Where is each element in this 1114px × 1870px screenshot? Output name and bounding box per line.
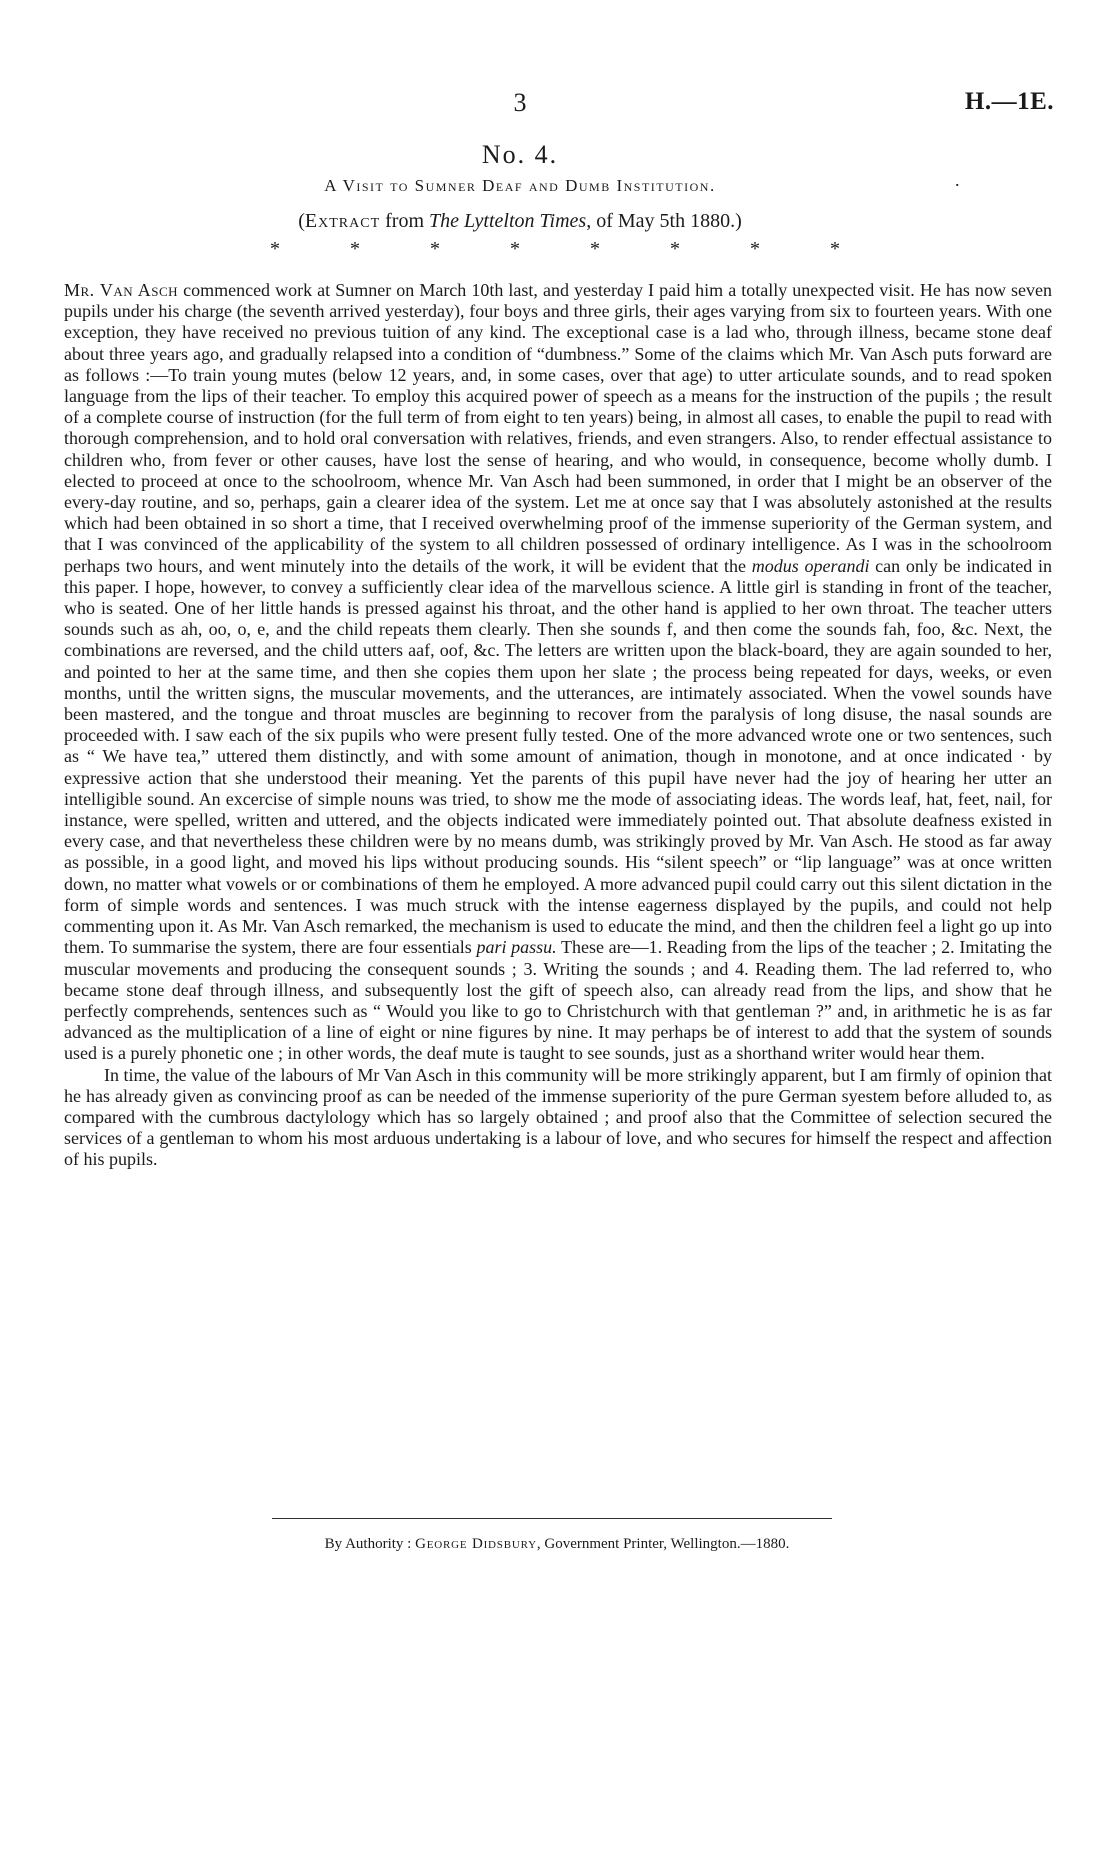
- extract-source-line: [0, 210, 1040, 233]
- paragraph-text: These are—1. Reading from the lips of the teacher ; 2. Imitating the muscular movements and producing the consequent sounds ; 3. Writing the sounds ; and 4. Reading them. The lad referred to, who became stone deaf through illness, and subsequently lost the gift of speech also, can already read from the lips, and show that he perfectly comprehends, sentences such as “ Would you like to go to Christchurch with that gentleman ?” and, in arithmetic he is as far advanced as the multiplication of a line of eight or nine figures by nine. It may perhaps be of interest to add that the system of sounds used is a purely phonetic one ; in other words, the deaf mute is taught to see sounds, just as a shorthand writer would hear them.: [64, 937, 1053, 1064]
- paragraph-text: commenced work at Sumner on March 10th last, and yesterday I paid him a totally unexpected visit. He has now seven pupils under his charge (the seventh arrived yesterday), four boys and three girls, their ages varying from six to fourteen years. With one exception, they have received no previous tuition of any kind. The exceptional case is a lad who, through illness, became stone deaf about three years ago, and gradually relapsed into a condition of “dumbness.” Some of the claims which Mr. Van Asch puts forward are as follows :—To train young mutes (below 12 years, and, in some cases, over that age) to utter articulate sounds, and to read spoken language from the lips of their teacher. To employ this acquired power of speech as a means for the instruction of the pupils ; the result of a complete course of instruction (for the full term of from eight to ten years) being, in almost all cases, to enable the pupil to read with thorough comprehension, and to hold oral conversation with relatives, friends, and even strangers. Also, to render effectual assistance to children who, from fever or other causes, have lost the sense of hearing, and who would, in consequence, become wholly dumb. I elected to proceed at once to the schoolroom, whence Mr. Van Asch had been summoned, in order that I might be an observer of the every-day routine, and so, perhaps, gain a clearer idea of the system. Let me at once say that I was absolutely astonished at the results which had been obtained in so short a time, that I received overwhelming proof of the immense superiority of the German system, and that I was convinced of the applicability of the system to all children possessed of ordinary intelligence. As I was in the schoolroom perhaps two hours, and went minutely into the details of the work, it will be evident that the: [64, 280, 1052, 576]
- stray-mark: .: [955, 170, 960, 190]
- asterisk: *: [750, 238, 760, 260]
- footer-divider: [272, 1518, 832, 1519]
- italic-phrase-pari-passu: pari passu.: [476, 937, 557, 958]
- imprint-prefix: By Authority :: [324, 1536, 416, 1552]
- newspaper-name: The Lyttelton Times: [429, 210, 587, 232]
- asterisk: *: [590, 238, 600, 260]
- document-title: A Visit to Sumner Deaf and Dumb Institution.: [324, 176, 716, 195]
- asterisk: *: [830, 238, 840, 260]
- asterisk: *: [430, 238, 440, 260]
- asterisk: *: [270, 238, 280, 260]
- asterisk: *: [510, 238, 520, 260]
- article-paragraph-1: [64, 280, 1052, 1065]
- extract-label: Extract: [304, 210, 381, 232]
- page-number: 3: [513, 88, 527, 117]
- italic-phrase-modus-operandi: modus operandi: [751, 555, 870, 576]
- asterisk: *: [670, 238, 680, 260]
- printer-imprint: [0, 1536, 1114, 1553]
- extract-open-paren: (: [298, 210, 305, 232]
- extract-close-paren: ): [735, 210, 742, 232]
- asterisk-separator: [270, 238, 840, 261]
- imprint-suffix: , Government Printer, Wellington.—1880.: [536, 1536, 790, 1552]
- article-body: [64, 280, 1052, 1171]
- page-reference: H.—1E.: [964, 88, 1054, 115]
- document-number: No. 4.: [481, 140, 559, 169]
- asterisk: *: [350, 238, 360, 260]
- extract-date: , of May 5th 1880.: [586, 210, 736, 232]
- article-paragraph-2: In time, the value of the labours of Mr Van Asch in this community will be more strikingly apparent, but I am firmly of opinion that he has already given as convincing proof as can be needed of the immense superiority of the pure German syestem before alluded to, as compared with the cumbrous dactylology which has so largely obtained ; and proof also that the Committee of selection secured the services of a gentleman to whom his most arduous undertaking is a labour of love, and who secures for himself the respect and affection of his pupils.: [64, 1064, 1052, 1170]
- paragraph-text: can only be indicated in this paper. I hope, however, to convey a sufficiently clear idea of the marvellous science. A little girl is standing in front of the teacher, who is seated. One of her little hands is pressed against his throat, and the other hand is applied to her own throat. The teacher utters sounds such as ah, oo, o, e, and the child repeats them clearly. Then she sounds f, and then come the sounds fah, foo, &c. Next, the combinations are reversed, and the child utters aaf, oof, &c. The letters are written upon the black-board, they are again sounded to her, and pointed to her at the same time, and then she copies them upon her slate ; the process being repeated for days, weeks, or even months, until the written signs, the muscular movements, and the utterances, are intimately associated. When the vowel sounds have been mastered, and the tongue and throat muscles are beginning to recover from the paralysis of long disuse, the nasal sounds are proceeded with. I saw each of the six pupils who were present fully tested. One of the more advanced wrote one or two sentences, such as “ We have tea,” uttered them distinctly, and with some amount of animation, though in monotone, and at once indicated · by expressive action that she understood their meaning. Yet the parents of this pupil have never had the joy of hearing her utter an intelligible sound. An excercise of simple nouns was tried, to show me the mode of associating ideas. The words leaf, hat, feet, nail, for instance, were spelled, written and uttered, and the objects indicated were immediately pointed out. That absolute deafness existed in every case, and that nevertheless these children were by no means dumb, was strikingly proved by Mr. Van Asch. He stood as far away as possible, in a good light, and moved his lips without producing sounds. His “silent speech” or “lip language” was at once written down, no matter what vowels or or combinations of them he employed. A more advanced pupil could carry out this silent dictation in the form of simple words and sentences. I was much struck with the intense eagerness displayed by the pupils, and could not help commenting upon it. As Mr. Van Asch remarked, the mechanism is used to educate the mind, and then the children feel a light go up into them. To summarise the system, there are four essentials: [64, 555, 1052, 958]
- paragraph-lead-name: Mr. Van Asch: [64, 280, 179, 300]
- printer-name: George Didsbury: [415, 1536, 537, 1552]
- extract-from: from: [380, 210, 430, 232]
